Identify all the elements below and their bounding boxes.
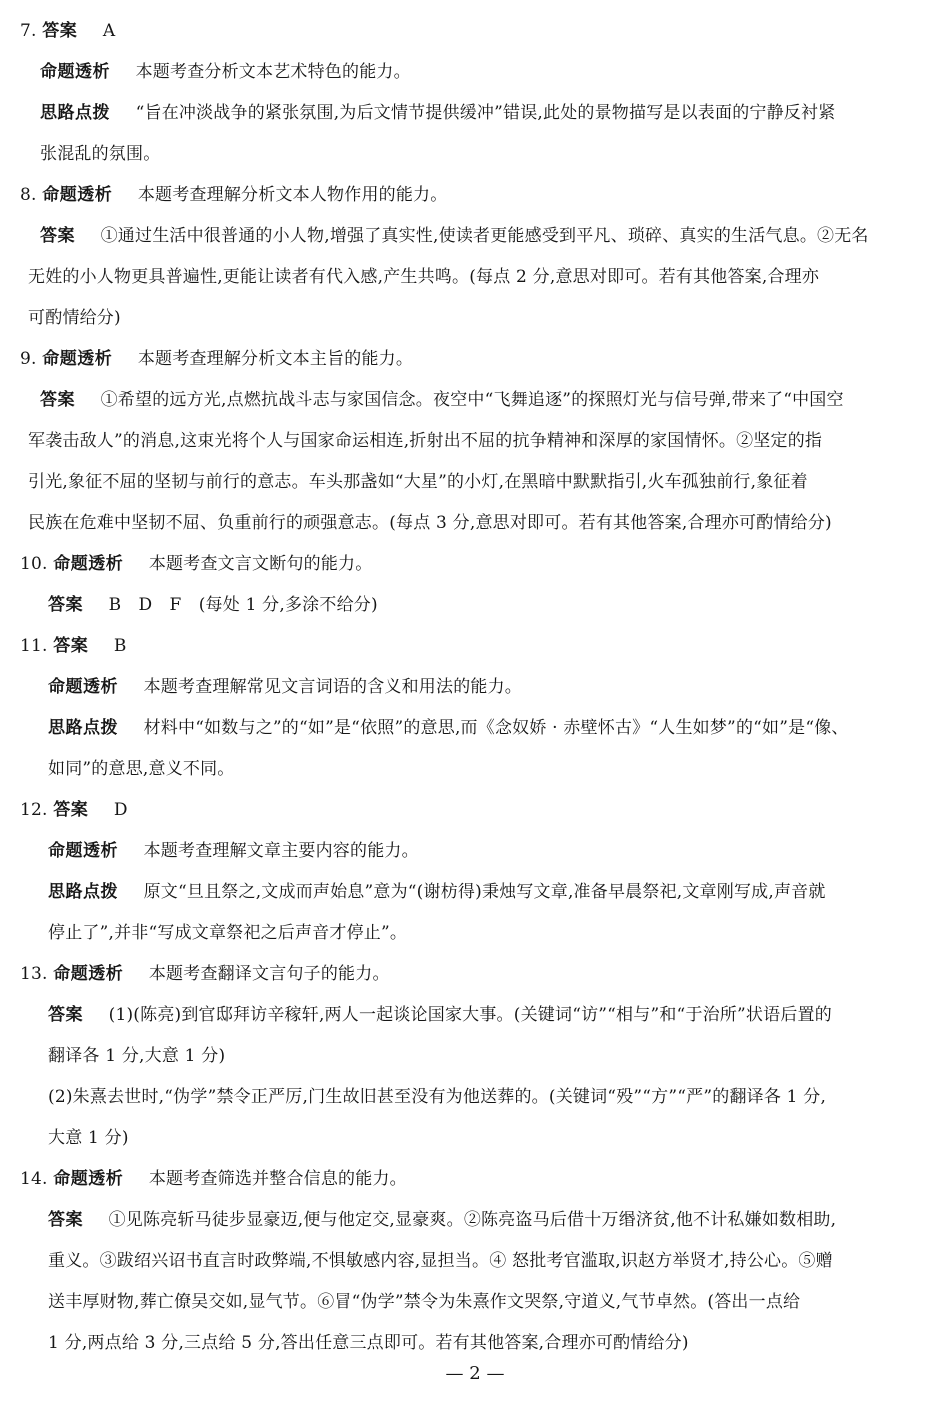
q7-answer-value: A bbox=[102, 21, 116, 41]
q8-analysis-line bbox=[20, 184, 447, 206]
q10-answer-line bbox=[48, 594, 378, 616]
page-number: — 2 — bbox=[445, 1363, 505, 1384]
q7-hint-text-1: “旨在冲淡战争的紧张氛围,为后文情节提供缓冲”错误,此处的景物描写是以表面的宁静反衬紧 bbox=[135, 103, 836, 123]
q8-answer-text-2: 无姓的小人物更具普遍性,更能让读者有代入感,产生共鸣。(每点 2 分,意思对即可。若有其他答案,合理亦 bbox=[28, 267, 820, 287]
q7-hint-line bbox=[40, 102, 835, 124]
q8-number: 8. bbox=[20, 185, 37, 205]
q14-answer-text-3: 送丰厚财物,葬亡僚吴交如,显气节。⑥冒“伪学”禁令为朱熹作文哭祭,守道义,气节卓然。(答出一点给 bbox=[48, 1292, 801, 1312]
q13-analysis-line bbox=[20, 963, 390, 985]
q8-analysis-text: 本题考查理解分析文本人物作用的能力。 bbox=[137, 185, 448, 205]
q11-answer-label: 答案 bbox=[53, 636, 89, 656]
q7-answer-label: 答案 bbox=[42, 21, 78, 41]
q12-hint-text-1: 原文“旦且祭之,文成而声始息”意为“(谢枋得)秉烛写文章,准备早晨祭祀,文章刚写成,声音就 bbox=[143, 882, 826, 902]
q12-analysis-text: 本题考查理解文章主要内容的能力。 bbox=[143, 841, 419, 861]
q14-answer-text-4: 1 分,两点给 3 分,三点给 5 分,答出任意三点即可。若有其他答案,合理亦可酌情给分) bbox=[48, 1333, 689, 1353]
q14-answer-text-1: ①见陈亮斩马徒步显豪迈,便与他定交,显豪爽。②陈亮盗马后借十万缗济贫,他不计私嫌如数相助, bbox=[108, 1210, 837, 1230]
q12-hint-text-2: 停止了”,并非“写成文章祭祀之后声音才停止”。 bbox=[48, 923, 408, 943]
q9-analysis-label: 命题透析 bbox=[42, 349, 113, 369]
q14-answer-label: 答案 bbox=[48, 1210, 83, 1230]
q9-analysis-text: 本题考查理解分析文本主旨的能力。 bbox=[137, 349, 414, 369]
q14-analysis-line bbox=[20, 1168, 407, 1190]
q12-hint-label: 思路点拨 bbox=[48, 882, 118, 902]
q12-number: 12. bbox=[20, 800, 48, 820]
q14-answer-line bbox=[48, 1209, 836, 1231]
q9-analysis-line bbox=[20, 348, 413, 370]
q14-analysis-text: 本题考查筛选并整合信息的能力。 bbox=[148, 1169, 407, 1189]
q8-answer-label: 答案 bbox=[40, 226, 75, 246]
q11-hint-text-1: 材料中“如数与之”的“如”是“依照”的意思,而《念奴娇 · 赤壁怀古》“人生如梦”的“如”是“像、 bbox=[143, 718, 849, 738]
q12-analysis-label: 命题透析 bbox=[48, 841, 118, 861]
q11-analysis-text: 本题考查理解常见文言词语的含义和用法的能力。 bbox=[143, 677, 523, 697]
q11-analysis-line bbox=[48, 676, 522, 698]
q10-analysis-line bbox=[20, 553, 372, 575]
q10-analysis-label: 命题透析 bbox=[53, 554, 124, 574]
q11-analysis-label: 命题透析 bbox=[48, 677, 118, 697]
q13-answer-text-1: (1)(陈亮)到官邸拜访辛稼轩,两人一起谈论国家大事。(关键词“访”“相与”和“于治所”状语后置的 bbox=[108, 1005, 832, 1025]
q11-number: 11. bbox=[20, 636, 48, 656]
q12-answer-value: D bbox=[113, 800, 128, 820]
q7-analysis-line bbox=[40, 61, 411, 83]
q9-answer-line bbox=[40, 389, 844, 411]
q11-answer-value: B bbox=[113, 636, 127, 656]
q13-answer-label: 答案 bbox=[48, 1005, 83, 1025]
q13-number: 13. bbox=[20, 964, 48, 984]
q13-answer-text-2: 翻译各 1 分,大意 1 分) bbox=[48, 1046, 226, 1066]
q11-hint-line bbox=[48, 717, 849, 739]
q12-hint-line bbox=[48, 881, 826, 903]
q8-answer-text-1: ①通过生活中很普通的小人物,增强了真实性,使读者更能感受到平凡、琐碎、真实的生活气息。②无名 bbox=[100, 226, 869, 246]
q7-hint-label: 思路点拨 bbox=[40, 103, 110, 123]
q8-answer-line bbox=[40, 225, 869, 247]
q10-analysis-text: 本题考查文言文断句的能力。 bbox=[148, 554, 373, 574]
q10-answer-label: 答案 bbox=[48, 595, 83, 615]
q9-answer-text-1: ①希望的远方光,点燃抗战斗志与家国信念。夜空中“飞舞追逐”的探照灯光与信号弹,带来了“中国空 bbox=[100, 390, 844, 410]
q12-answer-label: 答案 bbox=[53, 800, 89, 820]
q10-number: 10. bbox=[20, 554, 48, 574]
q13-analysis-label: 命题透析 bbox=[53, 964, 124, 984]
q13-answer-text-3: (2)朱熹去世时,“伪学”禁令正严厉,门生故旧甚至没有为他送葬的。(关键词“殁”“方”“严”的翻译各 1 分, bbox=[48, 1087, 827, 1107]
q11-answer-line bbox=[20, 635, 127, 657]
q8-analysis-label: 命题透析 bbox=[42, 185, 113, 205]
q7-analysis-label: 命题透析 bbox=[40, 62, 110, 82]
q14-number: 14. bbox=[20, 1169, 48, 1189]
q7-hint-text-2: 张混乱的氛围。 bbox=[40, 144, 161, 164]
q12-answer-line bbox=[20, 799, 128, 821]
q9-answer-label: 答案 bbox=[40, 390, 75, 410]
q9-answer-text-3: 引光,象征不屈的坚韧与前行的意志。车头那盏如“大星”的小灯,在黑暗中默默指引,火车孤独前行,象征着 bbox=[28, 472, 808, 492]
q12-analysis-line bbox=[48, 840, 419, 862]
q9-answer-text-4: 民族在危难中坚韧不屈、负重前行的顽强意志。(每点 3 分,意思对即可。若有其他答案,合理亦可酌情给分) bbox=[28, 513, 832, 533]
q13-answer-text-4: 大意 1 分) bbox=[48, 1128, 129, 1148]
q10-answer-text: B D F (每处 1 分,多涂不给分) bbox=[108, 595, 378, 615]
q11-hint-label: 思路点拨 bbox=[48, 718, 118, 738]
q14-answer-text-2: 重义。③跋绍兴诏书直言时政弊端,不惧敏感内容,显担当。④ 怒批考官滥取,识赵方举贤才,持公心。⑤赠 bbox=[48, 1251, 833, 1271]
q7-number: 7. bbox=[20, 21, 37, 41]
q7-answer-line bbox=[20, 20, 115, 42]
q11-hint-text-2: 如同”的意思,意义不同。 bbox=[48, 759, 235, 779]
q14-analysis-label: 命题透析 bbox=[53, 1169, 124, 1189]
q13-answer-line bbox=[48, 1004, 832, 1026]
q8-answer-text-3: 可酌情给分) bbox=[28, 308, 121, 328]
q7-analysis-text: 本题考查分析文本艺术特色的能力。 bbox=[135, 62, 411, 82]
q13-analysis-text: 本题考查翻译文言句子的能力。 bbox=[148, 964, 390, 984]
q9-number: 9. bbox=[20, 349, 37, 369]
q9-answer-text-2: 军袭击敌人”的消息,这束光将个人与国家命运相连,折射出不屈的抗争精神和深厚的家国情怀。②坚定的指 bbox=[28, 431, 823, 451]
